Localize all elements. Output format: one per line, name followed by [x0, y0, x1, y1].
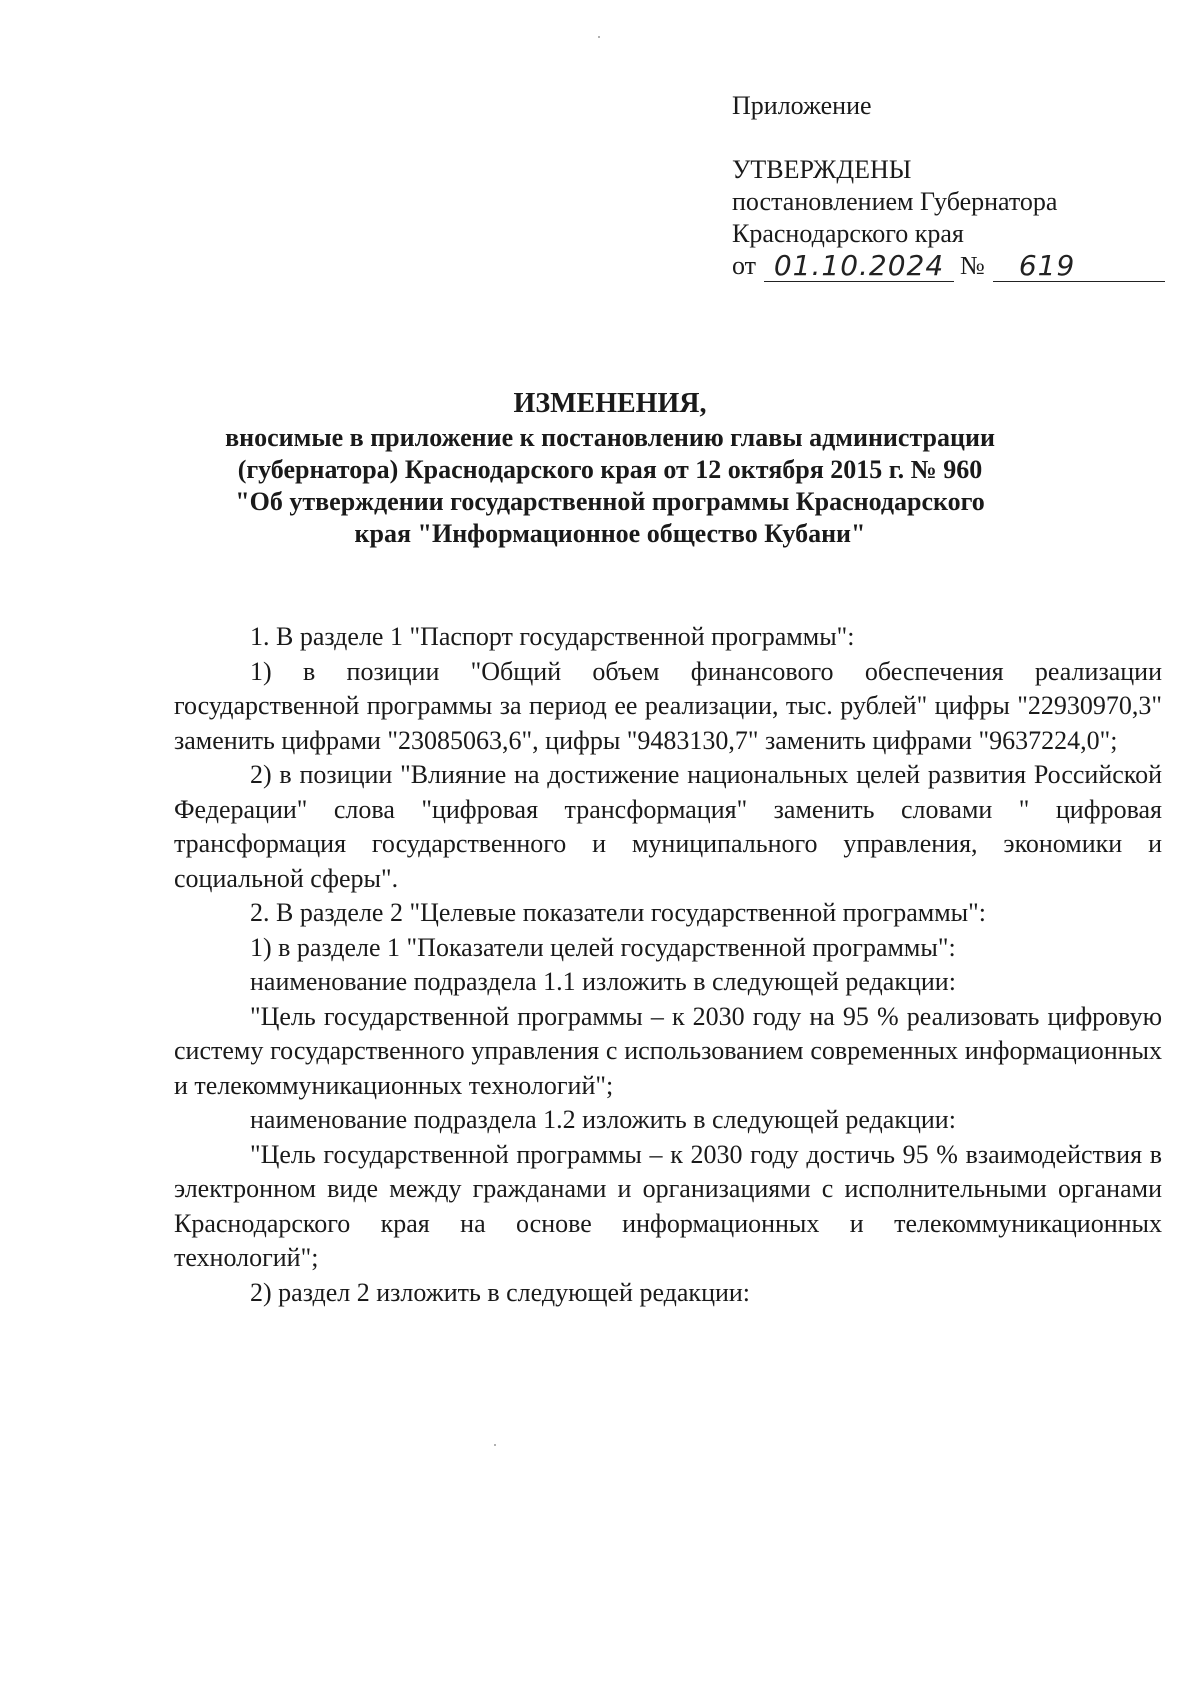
- body-paragraph: 1) в разделе 1 "Показатели целей государственной программы":: [250, 932, 956, 962]
- title-main: ИЗМЕНЕНИЯ,: [513, 388, 707, 419]
- handwritten-number: 619: [993, 251, 1165, 282]
- body-paragraph: 2. В разделе 2 "Целевые показатели государственной программы":: [250, 898, 986, 927]
- body-paragraph: 1) в позиции "Общий объем финансового обеспечения реализации государственной программы за период ее реализации, тыс. рублей" цифры "22930970,3" заменить цифрами "23085063,6", цифры "9483130,7" заменить цифрами "9637224,0";: [174, 656, 1162, 755]
- approval-block: [732, 90, 1172, 282]
- body-paragraph: 2) в позиции "Влияние на достижение национальных целей развития Российской Федерации" слова "цифровая трансформация" заменить словами " цифровая трансформация государственного и муниципального управления, экономики и социальной сферы".: [174, 760, 1162, 893]
- body-paragraph: "Цель государственной программы – к 2030 году на 95 % реализовать цифровую систему государственного управления с использованием современных информационных и телекоммуникационных технологий";: [174, 1001, 1162, 1100]
- approved-label: УТВЕРЖДЕНЫ: [732, 155, 912, 184]
- date-prefix: от: [732, 251, 757, 280]
- approved-by-line: постановлением Губернатора: [732, 187, 1058, 216]
- title-line-4: края "Информационное общество Кубани": [354, 519, 866, 548]
- document-title: [170, 388, 1050, 550]
- body-paragraph: 2) раздел 2 изложить в следующей редакции:: [250, 1277, 751, 1307]
- date-number-row: [732, 250, 1172, 282]
- scan-speck: [598, 36, 600, 38]
- body-paragraph: наименование подраздела 1.1 изложить в следующей редакции:: [250, 967, 956, 996]
- handwritten-date: 01.10.2024: [764, 251, 954, 282]
- scan-speck: [494, 1444, 496, 1446]
- region-line: Краснодарского края: [732, 219, 964, 248]
- title-line-3: "Об утверждении государственной программы Краснодарского: [235, 487, 985, 516]
- appendix-label: Приложение: [732, 91, 872, 120]
- body-paragraph: наименование подраздела 1.2 изложить в следующей редакции:: [250, 1105, 956, 1134]
- body-paragraph: 1. В разделе 1 "Паспорт государственной программы":: [250, 622, 855, 651]
- title-line-2: (губернатора) Краснодарского края от 12 октября 2015 г. № 960: [237, 455, 983, 484]
- document-body: [174, 620, 1162, 1310]
- number-sign: №: [960, 251, 985, 280]
- title-line-1: вносимые в приложение к постановлению главы администрации: [225, 423, 995, 452]
- spacer: [732, 122, 1172, 154]
- body-paragraph: "Цель государственной программы – к 2030 году достичь 95 % взаимодействия в электронном виде между гражданами и организациями с исполнительными органами Краснодарского края на основе информационных и телекоммуникационных технологий";: [174, 1139, 1162, 1272]
